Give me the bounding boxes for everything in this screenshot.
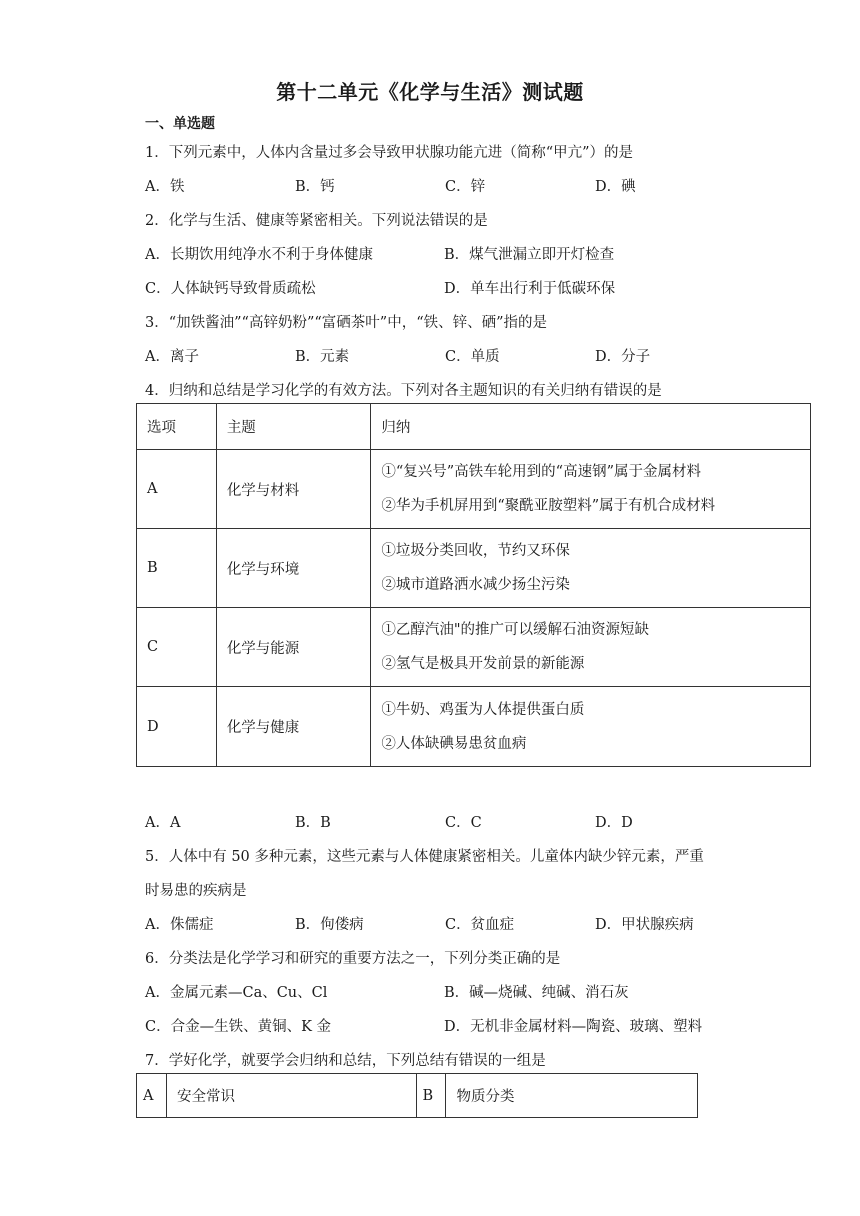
q1-option-c[interactable]: C．锌 xyxy=(445,179,486,195)
q4-option-d[interactable]: D．D xyxy=(595,815,633,831)
summary-line: ①乙醇汽油"的推广可以缓解石油资源短缺 xyxy=(381,622,649,638)
q4-row-option: D xyxy=(137,687,217,767)
q7-cell-option-b: B xyxy=(416,1074,446,1118)
q1-option-a[interactable]: A．铁 xyxy=(145,179,185,195)
q2-option-a[interactable]: A．长期饮用纯净水不利于身体健康 xyxy=(145,247,373,263)
q3-option-d[interactable]: D．分子 xyxy=(595,349,651,365)
q1-option-b[interactable]: B．钙 xyxy=(295,179,335,195)
q1-option-d[interactable]: D．碘 xyxy=(595,179,636,195)
table-row xyxy=(137,687,811,767)
q4-row-summary xyxy=(371,529,811,608)
summary-line: ②华为手机屏用到“聚酰亚胺塑料”属于有机合成材料 xyxy=(381,498,716,514)
q4-option-c[interactable]: C．C xyxy=(445,815,482,831)
q4-row-topic: 化学与材料 xyxy=(216,450,371,529)
q4-row-topic: 化学与能源 xyxy=(216,608,371,687)
q5-option-c[interactable]: C．贫血症 xyxy=(445,917,515,933)
q4-header-option: 选项 xyxy=(137,404,217,450)
q4-option-b[interactable]: B．B xyxy=(295,815,331,831)
q3-option-b[interactable]: B．元素 xyxy=(295,349,350,365)
page-title: 第十二单元《化学与生活》测试题 xyxy=(276,80,584,104)
summary-line: ①牛奶、鸡蛋为人体提供蛋白质 xyxy=(381,701,585,718)
question-7-stem: 7．学好化学，就要学会归纳和总结，下列总结有错误的一组是 xyxy=(145,1053,546,1069)
q7-cell-topic-a: 安全常识 xyxy=(166,1074,416,1118)
table-row xyxy=(137,608,811,687)
summary-line: ②人体缺碘易患贫血病 xyxy=(381,735,527,752)
q7-cell-topic-b: 物质分类 xyxy=(446,1074,698,1118)
q3-option-c[interactable]: C．单质 xyxy=(445,349,500,365)
q4-table xyxy=(136,403,811,767)
question-1-stem: 1．下列元素中，人体内含量过多会导致甲状腺功能亢进（简称“甲亢”）的是 xyxy=(145,145,634,161)
q4-option-a[interactable]: A．A xyxy=(145,815,181,831)
q4-row-option: C xyxy=(137,608,217,687)
q5-option-d[interactable]: D．甲状腺疾病 xyxy=(595,917,694,933)
q4-row-summary xyxy=(371,450,811,529)
table-row xyxy=(137,529,811,608)
question-5-stem-continued: 时易患的疾病是 xyxy=(145,883,247,899)
table-row xyxy=(137,450,811,529)
q2-option-d[interactable]: D．单车出行利于低碳环保 xyxy=(444,281,616,297)
summary-line: ②城市道路洒水减少扬尘污染 xyxy=(381,577,570,593)
summary-line: ①“复兴号”高铁车轮用到的“高速钢”属于金属材料 xyxy=(381,464,701,480)
q3-option-a[interactable]: A．离子 xyxy=(145,349,199,365)
question-5-stem: 5．人体中有 50 多种元素，这些元素与人体健康紧密相关。儿童体内缺少锌元素，严重 xyxy=(145,849,704,865)
summary-line: ①垃圾分类回收，节约又环保 xyxy=(381,543,570,559)
summary-line: ②氢气是极具开发前景的新能源 xyxy=(381,656,585,672)
q4-row-summary xyxy=(371,687,811,767)
q7-cell-option-a: A xyxy=(137,1074,167,1118)
q4-row-topic: 化学与环境 xyxy=(216,529,371,608)
q4-row-option: A xyxy=(137,450,217,529)
q6-option-a[interactable]: A．金属元素—Ca、Cu、Cl xyxy=(145,985,328,1001)
question-6-stem: 6．分类法是化学学习和研究的重要方法之一，下列分类正确的是 xyxy=(145,951,561,967)
q6-option-d[interactable]: D．无机非金属材料—陶瓷、玻璃、塑料 xyxy=(444,1019,703,1035)
question-2-stem: 2．化学与生活、健康等紧密相关。下列说法错误的是 xyxy=(145,213,488,229)
q5-option-a[interactable]: A．侏儒症 xyxy=(145,917,214,933)
q7-table xyxy=(136,1073,698,1118)
q4-row-option: B xyxy=(137,529,217,608)
q4-header-topic: 主题 xyxy=(216,404,371,450)
question-3-stem: 3．“加铁酱油”“高锌奶粉”“富硒茶叶”中，“铁、锌、硒”指的是 xyxy=(145,315,548,331)
q4-row-summary xyxy=(371,608,811,687)
section-heading: 一、单选题 xyxy=(145,116,215,132)
table-row xyxy=(137,1074,698,1118)
q5-option-b[interactable]: B．佝偻病 xyxy=(295,917,364,933)
q6-option-b[interactable]: B．碱—烧碱、纯碱、消石灰 xyxy=(444,985,629,1001)
question-4-stem: 4．归纳和总结是学习化学的有效方法。下列对各主题知识的有关归纳有错误的是 xyxy=(145,383,662,399)
q2-option-c[interactable]: C．人体缺钙导致骨质疏松 xyxy=(145,281,316,297)
q4-row-topic: 化学与健康 xyxy=(216,687,371,767)
q6-option-c[interactable]: C．合金—生铁、黄铜、K 金 xyxy=(145,1019,332,1035)
q2-option-b[interactable]: B．煤气泄漏立即开灯检查 xyxy=(444,247,615,263)
q4-table-header-row xyxy=(137,404,811,450)
q4-header-summary: 归纳 xyxy=(371,404,811,450)
